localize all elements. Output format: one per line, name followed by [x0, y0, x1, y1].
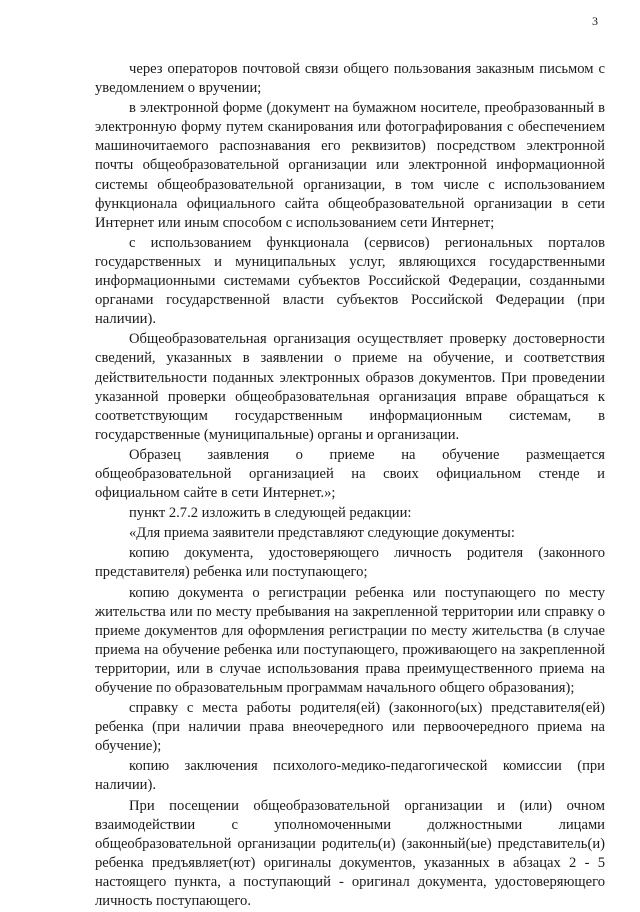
paragraph-pmpk-conclusion: копию заключения психолого-медико-педагогической комиссии (при наличии). — [95, 758, 605, 794]
paragraph-registration-copy: копию документа о регистрации ребенка или поступающего по месту жительства или по месту пребывания на закрепленной территории или справку о приеме документов для оформления регистрации по месту жительства (в случае приема на обучение ребенка или поступающего, проживающего на закрепленной территории, или в случае использования права преимущественного приема на обучение по образовательным программам начального общего образования); — [95, 584, 605, 696]
document-body — [95, 60, 605, 912]
paragraph-verification: Общеобразовательная организация осуществляет проверку достоверности сведений, указанных в заявлении о приеме на обучение, и соответствия действительности поданных электронных образов документов. При проведении указанной проверки общеобразовательная организация вправе обращаться к соответствующим государственным информационным системам, в государственные (муниципальные) органы и организации. — [95, 331, 605, 443]
paragraph-electronic-form: в электронной форме (документ на бумажном носителе, преобразованный в электронную форму путем сканирования или фотографирования с обеспечением машиночитаемого распознавания его реквизитов) посредством электронной почты общеобразовательной организации или электронной информационной системы общеобразовательной организации, в том числе с использованием функционала официального сайта общеобразовательной организации в сети Интернет или иным способом с использованием сети Интернет; — [95, 100, 605, 231]
paragraph-application-sample: Образец заявления о приеме на обучение размещается общеобразовательной организацией на своих официальном стенде и официальном сайте в сети Интернет.»; — [95, 446, 605, 502]
paragraph-documents-intro: «Для приема заявители представляют следующие документы: — [129, 525, 515, 542]
paragraph-regional-portals: с использованием функционала (сервисов) региональных порталов государственных и муниципальных услуг, являющихся государственными информационными системами субъектов Российской Федерации, созданными органами государственной власти субъектов Российской Федерации (при наличии). — [95, 234, 605, 328]
paragraph-postal: через операторов почтовой связи общего пользования заказным письмом с уведомлением о вручении; — [95, 61, 605, 97]
paragraph-identity-copy: копию документа, удостоверяющего личность родителя (законного представителя) ребенка или поступающего; — [95, 545, 605, 581]
paragraph-clause-2-7-2: пункт 2.7.2 изложить в следующей редакции: — [129, 505, 412, 522]
page-number: 3 — [592, 14, 598, 28]
paragraph-in-person-visit: При посещении общеобразовательной организации и (или) очном взаимодействии с уполномоченными должностными лицами общеобразовательной организации родитель(и) (законный(ые) представитель(и) ребенка предъявляет(ют) оригиналы документов, указанных в абзацах 2 - 5 настоящего пункта, а поступающий - оригинал документа, удостоверяющего личность поступающего. — [95, 797, 605, 910]
paragraph-work-certificate: справку с места работы родителя(ей) (законного(ых) представителя(ей) ребенка (при наличии права внеочередного или первоочередного приема на обучение); — [95, 700, 605, 755]
